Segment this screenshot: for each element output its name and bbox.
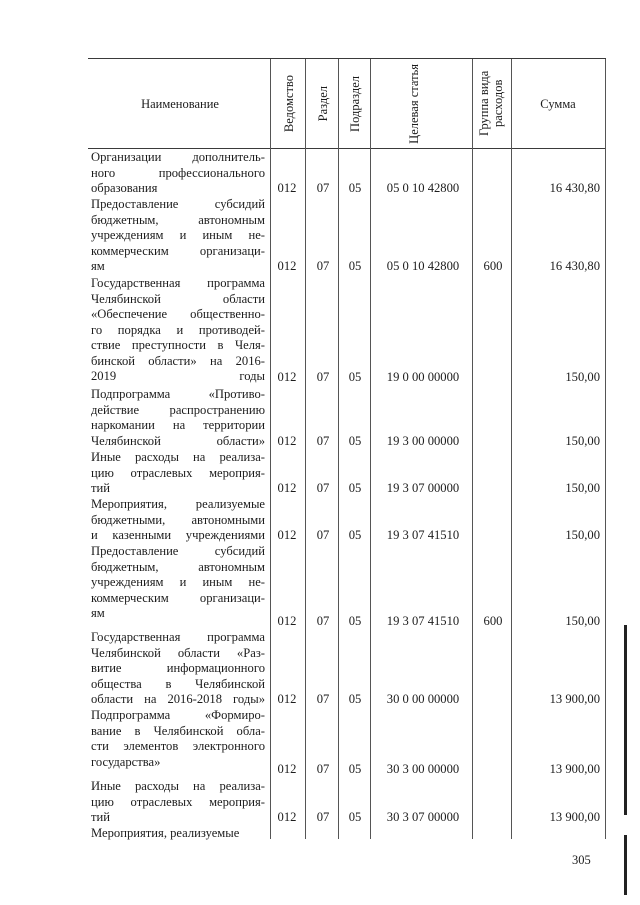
row-vedomstvo: 012 [277, 762, 297, 776]
row-razdel: 07 [316, 614, 330, 628]
row-summa: 150,00 [565, 434, 600, 448]
row-vedomstvo: 012 [277, 181, 297, 195]
row-celevaya: 19 3 07 00000 [386, 481, 460, 495]
row-podrazdel: 05 [348, 762, 362, 776]
scan-edge-mark [624, 625, 627, 815]
row-razdel: 07 [316, 181, 330, 195]
header-bottom-rule [88, 148, 606, 149]
scan-edge-mark [624, 835, 627, 895]
row-vedomstvo: 012 [277, 481, 297, 495]
row-name: Подпрограмма «Противо- действие распространению наркомании на территории Челябинской области» [91, 387, 265, 448]
row-vedomstvo: 012 [277, 614, 297, 628]
row-summa: 16 430,80 [549, 259, 600, 273]
row-summa: 13 900,00 [549, 692, 600, 706]
col-header-summa: Сумма [540, 96, 576, 111]
row-podrazdel: 05 [348, 692, 362, 706]
col-header-razdel: Раздел [316, 85, 330, 122]
row-gruppa: 600 [483, 614, 503, 628]
row-podrazdel: 05 [348, 481, 362, 495]
col-divider [305, 59, 306, 839]
col-divider [338, 59, 339, 839]
col-divider [270, 59, 271, 839]
row-name: Иные расходы на реализа- цию отраслевых мероприя- тий [91, 779, 265, 824]
row-razdel: 07 [316, 528, 330, 542]
row-summa: 150,00 [565, 614, 600, 628]
row-vedomstvo: 012 [277, 259, 297, 273]
row-podrazdel: 05 [348, 528, 362, 542]
row-razdel: 07 [316, 481, 330, 495]
col-header-gruppa: Группа вида расходов [477, 70, 505, 137]
row-razdel: 07 [316, 810, 330, 824]
row-name: Предоставление субсидий бюджетным, автономным учреждениям и иным не- коммерческим организаци- ям [91, 197, 265, 273]
row-summa: 150,00 [565, 370, 600, 384]
row-podrazdel: 05 [348, 810, 362, 824]
row-celevaya: 19 0 00 00000 [386, 370, 460, 384]
row-name: Иные расходы на реализа- цию отраслевых мероприя- тий [91, 450, 265, 495]
row-name: Подпрограмма «Формиро- вание в Челябинской обла- сти элементов электронного государства» [91, 708, 265, 769]
row-celevaya: 05 0 10 42800 [386, 259, 460, 273]
row-vedomstvo: 012 [277, 810, 297, 824]
row-summa: 13 900,00 [549, 810, 600, 824]
row-celevaya: 30 0 00 00000 [386, 692, 460, 706]
row-razdel: 07 [316, 692, 330, 706]
row-razdel: 07 [316, 370, 330, 384]
row-vedomstvo: 012 [277, 434, 297, 448]
row-podrazdel: 05 [348, 181, 362, 195]
row-vedomstvo: 012 [277, 528, 297, 542]
row-razdel: 07 [316, 434, 330, 448]
row-razdel: 07 [316, 259, 330, 273]
row-name: Организации дополнитель- ного профессионального образования [91, 150, 265, 195]
row-razdel: 07 [316, 762, 330, 776]
row-podrazdel: 05 [348, 259, 362, 273]
row-vedomstvo: 012 [277, 370, 297, 384]
row-name: Государственная программа Челябинской области «Раз- витие информационного общества в Челябинской области на 2016-2018 годы» [91, 630, 265, 706]
col-divider [370, 59, 371, 839]
col-header-name: Наименование [141, 96, 219, 111]
col-divider [605, 59, 606, 839]
row-celevaya: 19 3 00 00000 [386, 434, 460, 448]
row-celevaya: 30 3 07 00000 [386, 810, 460, 824]
row-celevaya: 30 3 00 00000 [386, 762, 460, 776]
col-header-celevaya: Целевая статья [407, 63, 421, 144]
row-summa: 16 430,80 [549, 181, 600, 195]
col-header-vedomstvo: Ведомство [282, 74, 296, 133]
row-vedomstvo: 012 [277, 692, 297, 706]
row-summa: 13 900,00 [549, 762, 600, 776]
row-podrazdel: 05 [348, 370, 362, 384]
row-podrazdel: 05 [348, 614, 362, 628]
col-header-podrazdel: Подраздел [348, 75, 362, 132]
row-summa: 150,00 [565, 528, 600, 542]
row-podrazdel: 05 [348, 434, 362, 448]
row-celevaya: 19 3 07 41510 [386, 614, 460, 628]
row-name: Государственная программа Челябинской области «Обеспечение общественно- го порядка и противодей- ствие преступности в Челя- бинской области» на 2016- 2019 годы [91, 276, 265, 383]
row-celevaya: 19 3 07 41510 [386, 528, 460, 542]
row-gruppa: 600 [483, 259, 503, 273]
row-name: Мероприятия, реализуемые бюджетными, автономными и казенными учреждениями [91, 497, 265, 542]
row-name: Мероприятия, реализуемые [91, 826, 240, 840]
row-name: Предоставление субсидий бюджетным, автономным учреждениям и иным не- коммерческим организаци- ям [91, 544, 265, 620]
row-summa: 150,00 [565, 481, 600, 495]
row-celevaya: 05 0 10 42800 [386, 181, 460, 195]
page-number: 305 [572, 853, 591, 867]
